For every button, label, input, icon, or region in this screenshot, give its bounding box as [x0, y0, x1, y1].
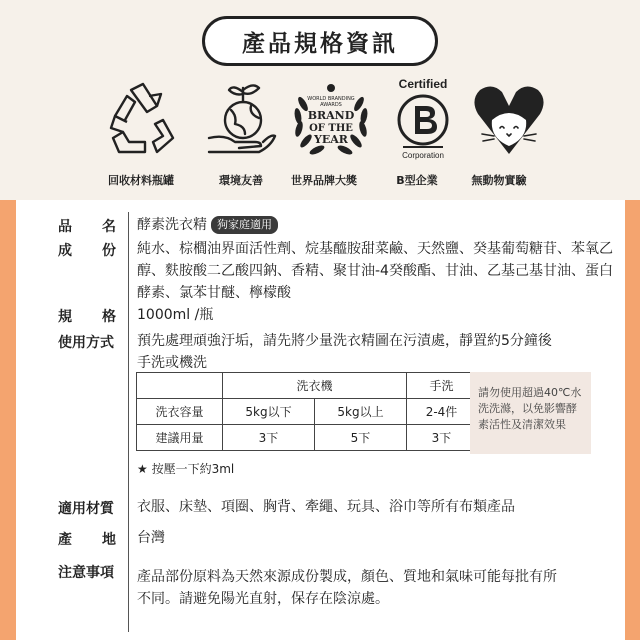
award-text-small: AWARDS — [320, 102, 342, 108]
label-divider — [128, 212, 129, 632]
award-laurel-icon — [283, 76, 379, 164]
recycle-icon — [101, 76, 181, 158]
table-cell: 5kg以下 — [223, 399, 315, 425]
cert-label: 世界品牌大獎 — [291, 174, 357, 187]
value-ingredients — [137, 238, 613, 304]
label-char: 名 — [102, 219, 116, 235]
product-name: 酵素洗衣精 — [137, 217, 207, 233]
ingredients-line: 醇、麩胺酸二乙酸四鈉、香精、聚甘油-4癸酸酯、甘油、乙基己基甘油、蛋白 — [137, 263, 613, 279]
table-corner-cell — [137, 373, 223, 399]
table-cell: 5下 — [315, 425, 407, 451]
table-cell: 3下 — [407, 425, 477, 451]
cert-label: 無動物實驗 — [471, 174, 527, 187]
certifications-row — [0, 76, 640, 196]
label-char: 格 — [102, 309, 116, 325]
value-spec: 1000ml /瓶 — [137, 307, 214, 323]
label-char: 份 — [102, 243, 116, 259]
left-accent-bar — [0, 200, 16, 640]
table-cell: 2-4件 — [407, 399, 477, 425]
row-label: 洗衣容量 — [137, 399, 223, 425]
bunny-heart-icon — [464, 76, 554, 164]
usage-line: 手洗或機洗 — [137, 355, 207, 371]
award-text-year: YEAR — [314, 133, 348, 146]
label-origin — [58, 529, 116, 549]
b-corp-corporation-text: Corporation — [402, 151, 444, 160]
ingredients-line: 酵素、氯苯甘醚、檸檬酸 — [137, 285, 291, 301]
value-product-name — [137, 214, 278, 236]
note-line: 素活性及清潔效果 — [478, 418, 566, 431]
award-text-small: WORLD BRANDING — [307, 96, 355, 102]
value-materials: 衣服、床墊、項圈、胸背、牽繩、玩具、浴巾等所有布類產品 — [137, 499, 515, 515]
right-accent-bar — [625, 200, 640, 640]
note-line: 洗洗滌，以免影響酵 — [478, 402, 577, 415]
label-char: 規 — [58, 309, 72, 325]
ingredients-line: 純水、棕櫚油界面活性劑、烷基醯胺甜菜鹼、天然鹽、癸基葡萄糖苷、苯氧乙 — [137, 241, 613, 257]
cert-label: B型企業 — [396, 174, 438, 187]
press-footnote: ★ 按壓一下約3ml — [137, 462, 235, 476]
dog-family-badge: 狗家庭適用 — [211, 216, 278, 234]
value-caution — [137, 566, 557, 610]
label-char: 產 — [58, 532, 72, 548]
label-ingredients — [58, 240, 116, 260]
label-materials: 適用材質 — [58, 501, 114, 517]
cert-label: 環境友善 — [219, 174, 263, 187]
table-row — [137, 425, 477, 451]
caution-line: 產品部份原料為天然來源成份製成，顏色、質地和氣味可能每批有所 — [137, 569, 557, 585]
hand-wash-header: 手洗 — [407, 373, 477, 399]
label-char: 成 — [58, 243, 72, 259]
label-spec — [58, 306, 116, 326]
label-caution: 注意事項 — [58, 565, 114, 581]
washing-machine-header: 洗衣機 — [223, 373, 407, 399]
usage-line: 預先處理頑強汙垢，請先將少量洗衣精圖在污漬處，靜置約5分鐘後 — [137, 333, 552, 349]
table-cell: 3下 — [223, 425, 315, 451]
label-usage: 使用方式 — [58, 335, 114, 351]
cert-recycled-bottles — [86, 76, 196, 187]
b-corp-certified-text: Certified — [398, 77, 448, 91]
value-origin: 台灣 — [137, 530, 165, 546]
caution-line: 不同。請避免陽光直射，保存在陰涼處。 — [137, 591, 389, 607]
dosage-table — [136, 372, 477, 451]
table-row — [137, 399, 477, 425]
award-text-brand: BRAND — [307, 109, 355, 122]
row-label: 建議用量 — [137, 425, 223, 451]
cert-cruelty-free — [454, 76, 564, 187]
cert-label: 回收材料瓶罐 — [108, 174, 174, 187]
label-char: 地 — [102, 532, 116, 548]
value-usage — [137, 330, 552, 374]
temperature-note — [470, 372, 591, 454]
table-cell: 5kg以上 — [315, 399, 407, 425]
page-title: 產品規格資訊 — [242, 30, 398, 57]
eco-globe-icon — [201, 76, 281, 158]
note-line: 請勿使用超過40℃水 — [478, 386, 582, 399]
label-product-name — [58, 216, 116, 236]
table-header-row — [137, 373, 477, 399]
page-title-pill — [202, 16, 438, 66]
label-char: 品 — [58, 219, 72, 235]
award-text-of-the: OF THE — [309, 123, 353, 134]
